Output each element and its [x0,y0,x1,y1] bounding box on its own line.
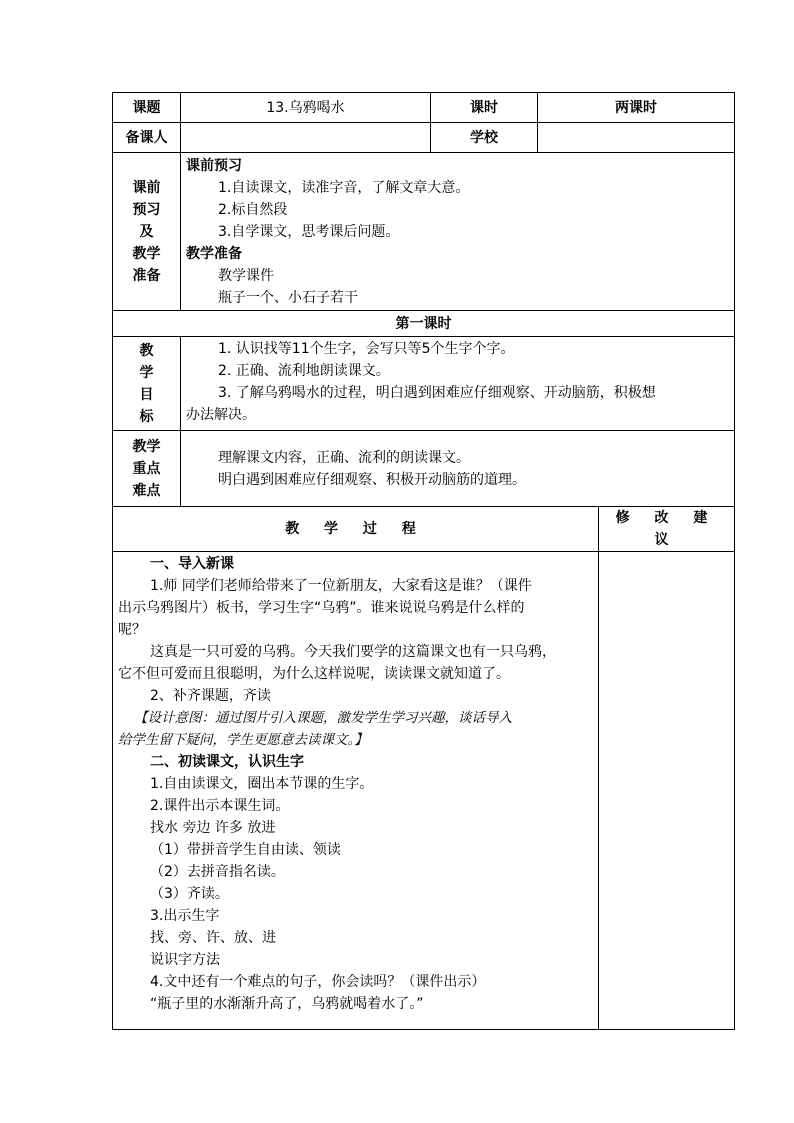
preview-content [181,153,735,311]
process-header: 教 学 过 程 [113,507,599,552]
topic-label: 课题 [113,93,181,123]
goal-item: 办法解决。 [186,407,256,423]
prep-heading: 教学准备 [186,246,242,262]
process-line: （3）齐读。 [150,886,229,902]
school-value [538,123,735,153]
preparer-value [181,123,431,153]
preparer-label: 备课人 [113,123,181,153]
process-line: 4.文中还有一个难点的句子，你会读吗？（课件出示） [150,974,486,990]
design-intent-line: 给学生留下疑问，学生更愿意去读课文。】 [118,732,368,748]
goal-item: 2. 正确、流利地朗读课文。 [218,363,390,379]
preview-item: 1.自读课文，读准字音，了解文章大意。 [218,180,470,196]
section-heading: 一、导入新课 [150,556,234,572]
process-line: 这真是一只可爱的乌鸦。今天我们要学的这篇课文也有一只乌鸦， [150,644,556,660]
process-line: 说识字方法 [150,952,220,968]
topic-value: 13.乌鸦喝水 [181,93,431,123]
prep-item: 瓶子一个、小石子若干 [218,290,358,306]
goal-item: 3. 了解乌鸦喝水的过程，明白遇到困难应仔细观察、开动脑筋，积极想 [218,385,656,401]
keypoint-item: 明白遇到困难应仔细观察、积极开动脑筋的道理。 [218,471,526,488]
process-line: “瓶子里的水渐渐升高了，乌鸦就喝着水了。” [150,996,424,1012]
process-line: 出示乌鸦图片）板书，学习生字“乌鸦”。谁来说说乌鸦是什么样的 [118,600,525,616]
process-body [113,552,599,1030]
process-line: 2、补齐课题，齐读 [150,688,271,704]
preview-heading: 课前预习 [186,158,242,174]
process-line: 找水 旁边 许多 放进 [150,820,276,836]
keypoint-item: 理解课文内容，正确、流利的朗读课文。 [218,449,470,466]
preview-item: 2.标自然段 [218,202,288,218]
keypoints-content [181,431,735,507]
process-line: 1.自由读课文，圈出本节课的生字。 [150,776,374,792]
prep-item: 教学课件 [218,268,274,284]
period-label: 课时 [431,93,538,123]
process-line: 2.课件出示本课生词。 [150,798,290,814]
design-intent-line: 【设计意图：通过图片引入课题，激发学生学习兴趣，谈话导入 [134,710,512,726]
process-line: （1）带拼音学生自由读、领读 [150,842,341,858]
lesson-plan-table [112,92,735,1030]
period-value: 两课时 [538,93,735,123]
process-line: 找、旁、许、放、进 [150,930,276,946]
process-line: 它不但可爱而且很聪明，为什么这样说呢，读读课文就知道了。 [118,666,510,682]
section-heading: 二、初读课文，认识生字 [150,754,304,770]
preview-label: 课前 预习 及 教学 准备 [113,153,181,311]
preview-item: 3.自学课文，思考课后问题。 [218,224,400,240]
goals-content [181,337,735,431]
process-line: （2）去拼音指名读。 [150,864,285,880]
process-line: 呢？ [118,622,146,638]
process-line: 1.师 同学们老师给带来了一位新朋友，大家看这是谁？（课件 [150,578,532,594]
process-line: 3.出示生字 [150,908,220,924]
suggestion-header: 修 改 建 议 [599,507,735,552]
goal-item: 1. 认识找等11个生字，会写只等5个生字个字。 [218,341,515,357]
goals-label: 教 学 目 标 [113,337,181,431]
first-period-title: 第一课时 [113,311,735,337]
keypoints-label: 教学 重点 难点 [113,431,181,507]
school-label: 学校 [431,123,538,153]
suggestion-cell [599,552,735,1030]
